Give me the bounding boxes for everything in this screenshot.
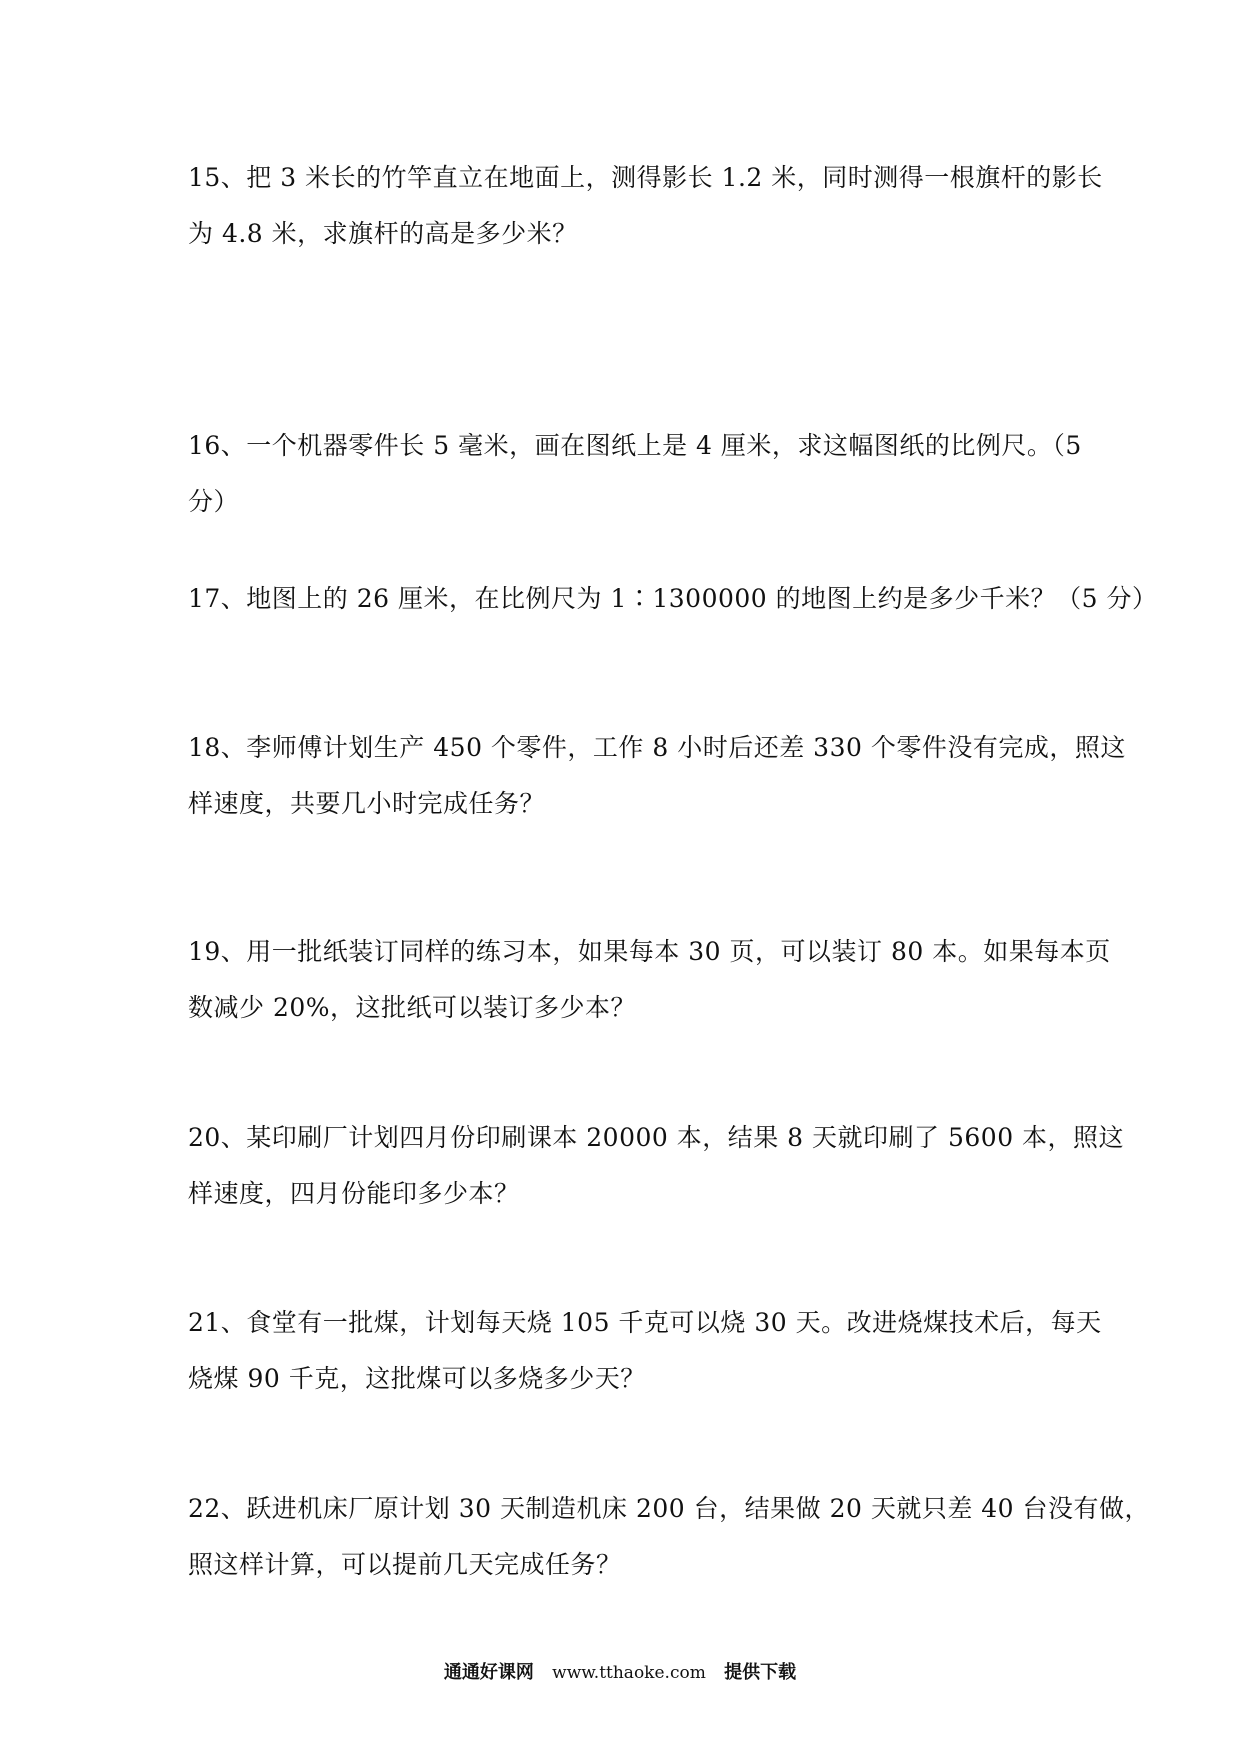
page-footer — [0, 1658, 1240, 1684]
question-line: 数减少 20%，这批纸可以装订多少本？ — [188, 993, 637, 1022]
question-line: 19、用一批纸装订同样的练习本，如果每本 30 页，可以装订 80 本。如果每本页 — [188, 937, 1111, 966]
question-line: 照这样计算，可以提前几天完成任务？ — [188, 1550, 622, 1579]
question-line: 21、食堂有一批煤，计划每天烧 105 千克可以烧 30 天。改进烧煤技术后，每天 — [188, 1308, 1102, 1337]
question-17 — [188, 571, 1158, 627]
question-line: 烧煤 90 千克，这批煤可以多烧多少天？ — [188, 1364, 646, 1393]
question-line: 17、地图上的 26 厘米，在比例尺为 1∶1300000 的地图上约是多少千米？（5 分） — [188, 584, 1158, 613]
question-20 — [188, 1110, 1125, 1222]
question-line: 为 4.8 米，求旗杆的高是多少米？ — [188, 219, 578, 248]
question-line: 样速度，四月份能印多少本？ — [188, 1179, 520, 1208]
footer-url-link[interactable]: www.tthaoke.com — [552, 1663, 706, 1683]
question-line: 15、把 3 米长的竹竿直立在地面上，测得影长 1.2 米，同时测得一根旗杆的影长 — [188, 163, 1103, 192]
question-15 — [188, 150, 1103, 262]
question-18 — [188, 720, 1126, 832]
footer-brand: 通通好课网 — [443, 1662, 534, 1683]
question-line: 分） — [188, 487, 240, 516]
question-line: 18、李师傅计划生产 450 个零件，工作 8 小时后还差 330 个零件没有完成，照这 — [188, 733, 1126, 762]
question-line: 16、一个机器零件长 5 毫米，画在图纸上是 4 厘米，求这幅图纸的比例尺。（5 — [188, 431, 1082, 460]
question-16 — [188, 418, 1082, 530]
question-line: 样速度，共要几小时完成任务？ — [188, 789, 546, 818]
question-line: 22、跃进机床厂原计划 30 天制造机床 200 台，结果做 20 天就只差 40 台没有做， — [188, 1494, 1151, 1523]
question-19 — [188, 924, 1111, 1036]
question-22 — [188, 1481, 1151, 1593]
question-21 — [188, 1295, 1102, 1407]
footer-suffix: 提供下载 — [724, 1662, 797, 1683]
question-line: 20、某印刷厂计划四月份印刷课本 20000 本，结果 8 天就印刷了 5600 本，照这 — [188, 1123, 1125, 1152]
